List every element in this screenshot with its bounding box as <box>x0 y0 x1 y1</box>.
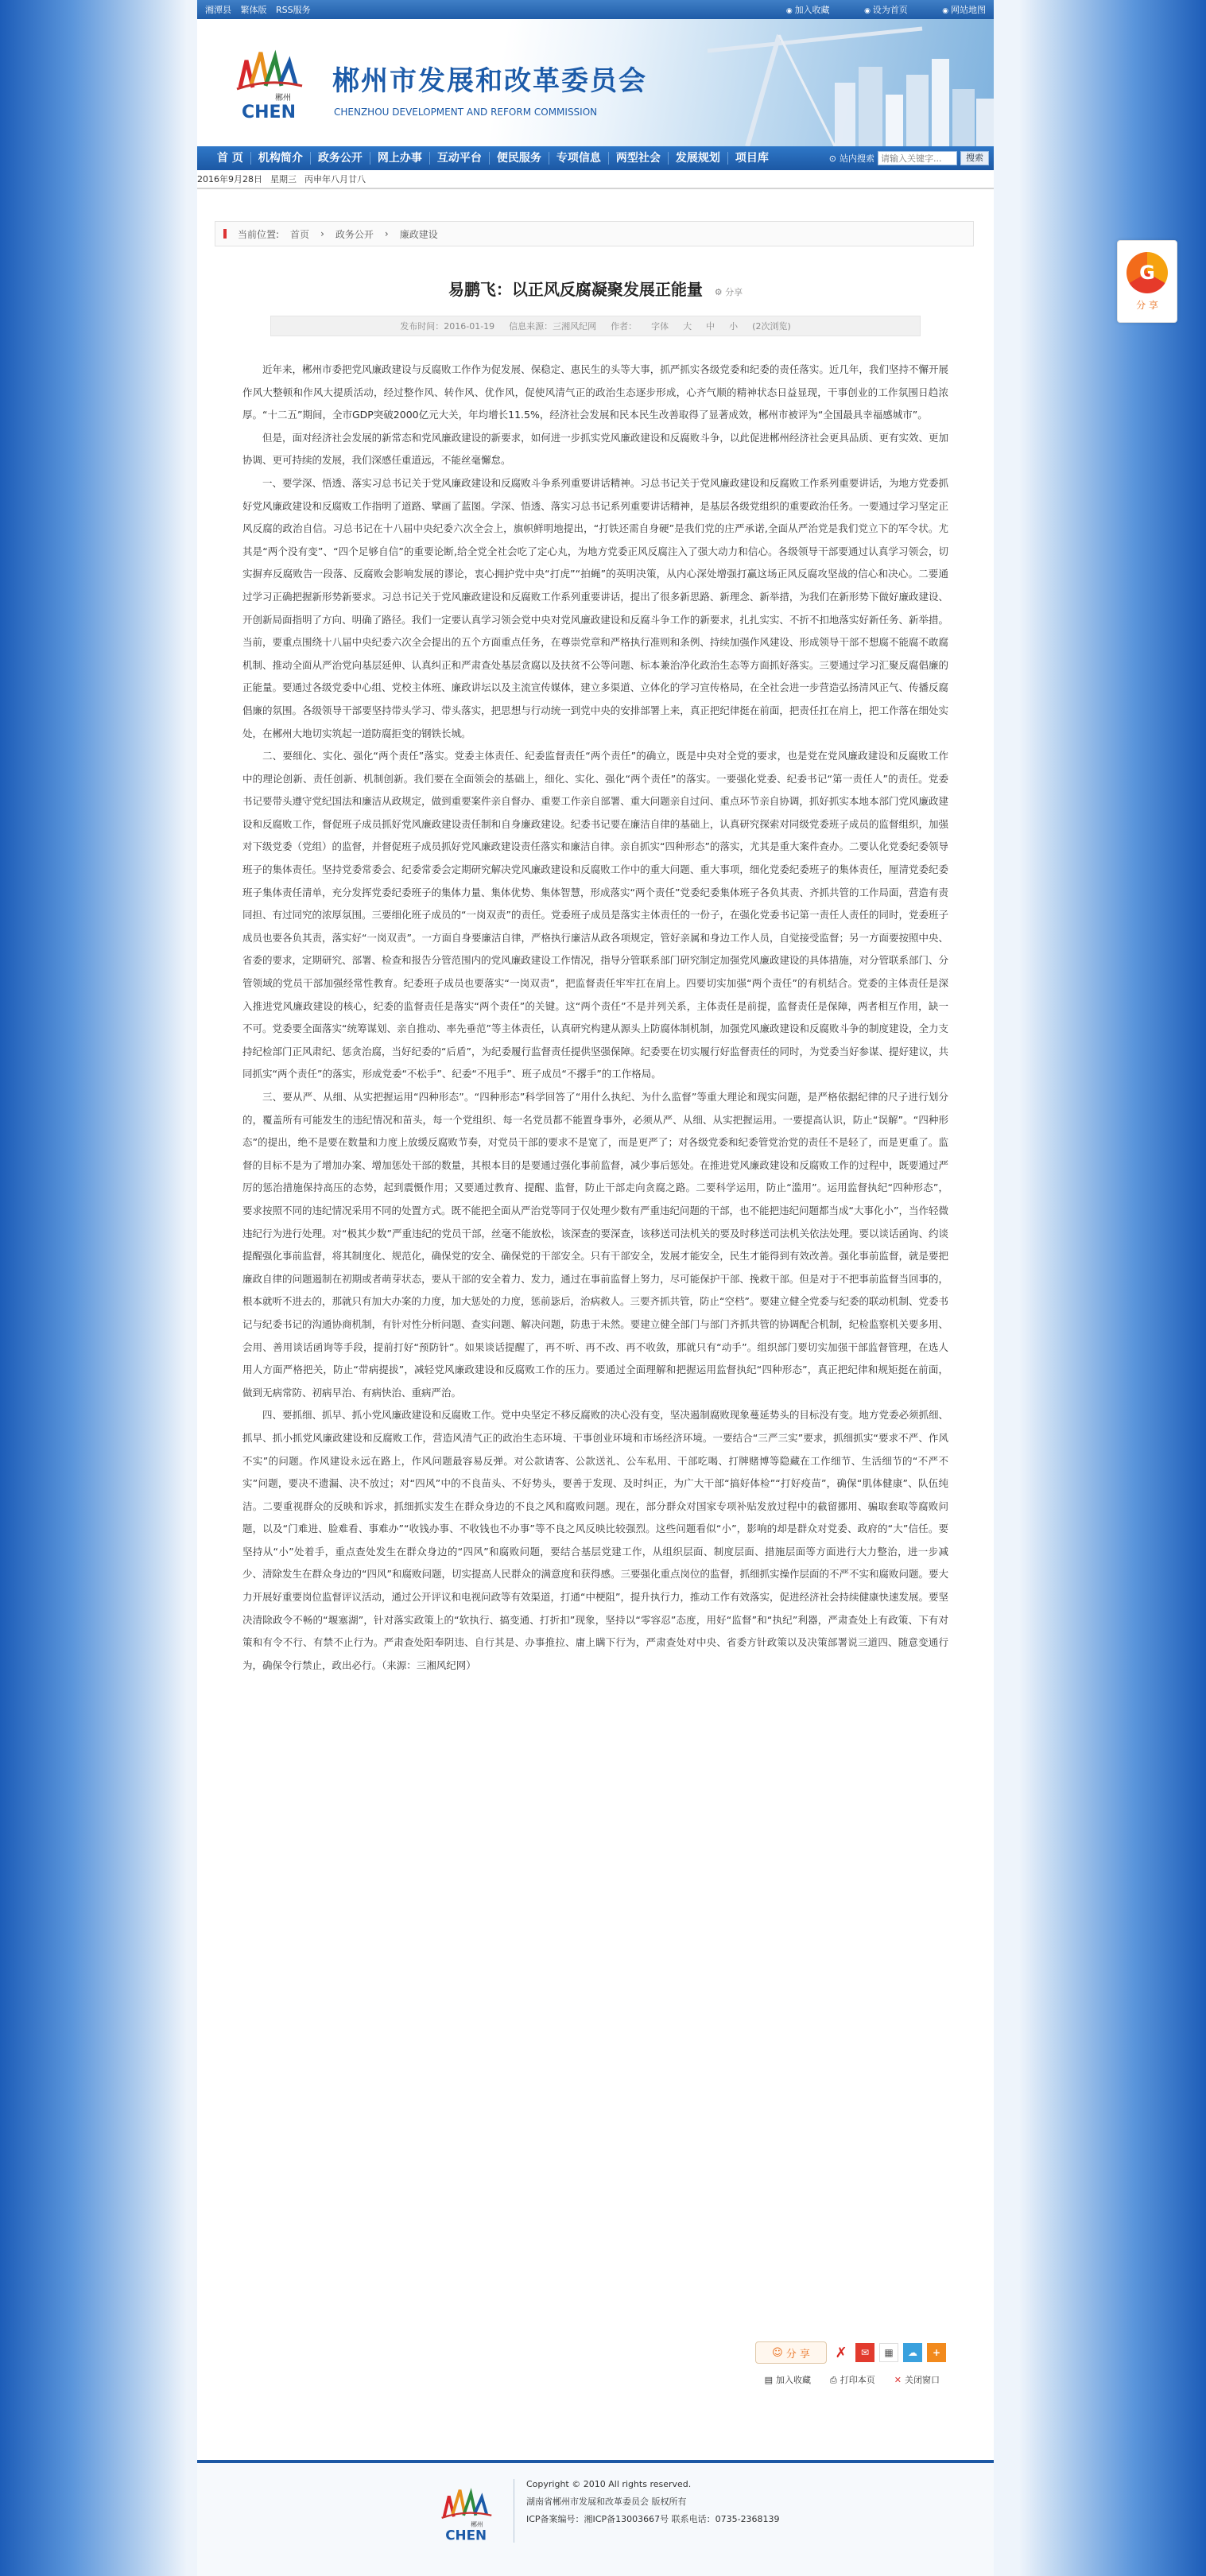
floating-share-widget[interactable] <box>1117 240 1177 323</box>
title-share-label: 分享 <box>725 287 743 297</box>
article-paragraph: 但是，面对经济社会发展的新常态和党风廉政建设的新要求，如何进一步抓实党风廉政建设和反腐败斗争，以此促进郴州经济社会更具品质、更有实效、更加协调、更可持续的发展，我们深感任重道远，不能丝毫懈怠。 <box>242 431 948 467</box>
svg-text:郴州: 郴州 <box>471 2520 483 2528</box>
breadcrumb-home[interactable]: 首页 <box>290 228 310 240</box>
breadcrumb <box>215 221 974 246</box>
breadcrumb-marker <box>223 229 227 239</box>
city-skyline-illustration <box>660 19 994 146</box>
sina-icon[interactable]: ✉ <box>855 2343 874 2362</box>
date-bar <box>197 170 994 189</box>
svg-text:CHEN: CHEN <box>445 2527 487 2543</box>
nav-about[interactable]: 机构简介 <box>251 152 311 165</box>
page-container <box>197 0 994 2576</box>
breadcrumb-prefix: 当前位置: <box>238 228 280 240</box>
search-icon: ⊙ <box>828 153 836 164</box>
title-share-button[interactable]: ⚙ 分享 <box>714 287 743 297</box>
article-title-row <box>197 277 994 300</box>
svg-text:CHEN: CHEN <box>242 103 296 122</box>
article-paragraph: 四、要抓细、抓早、抓小党风廉政建设和反腐败工作。党中央坚定不移反腐败的决心没有变，坚决遏制腐败现象蔓延势头的目标没有变。地方党委必须抓细、抓早、抓小抓党风廉政建设和反腐败工作，营造风清气正的政治生态环境、干事创业环境和市场经济环境。一要结合“三严三实”要求，抓细抓实“要求不严、作风不实”的问题。作风建设永远在路上，作风问题最容易反弹。对公款请客、公款送礼、公车私用、干部吃喝、打牌赌博等隐藏在工作细节、生活细节的“不严不实”问题，要决不遗漏、决不放过；对“四风”中的不良苗头、不好势头，要善于发现、及时纠正，为广大干部“搞好体检”“打好疫苗”，确保“肌体健康”、队伍纯洁。二要重视群众的反映和诉求，抓细抓实发生在群众身边的不良之风和腐败问题。现在，部分群众对国家专项补贴发放过程中的截留挪用、骗取套取等腐败问题，以及“门难进、脸难看、事难办”“收钱办事、不收钱也不办事”等不良之风反映比较强烈。这些问题看似“小”，影响的却是群众对党委、政府的“大”信任。要坚持从“小”处着手，重点查处发生在群众身边的“四风”和腐败问题，要结合基层党建工作，从组织层面、制度层面、措施层面等方面进行大力整治，进一步减少、清除发生在群众身边的“四风”和腐败问题，切实提高人民群众的满意度和获得感。三要强化重点岗位的监督，抓细抓实操作层面的不严不实和腐败问题。要大力开展好重要岗位监督评议活动，通过公开评议和电视问政等有效渠道，打通“中梗阻”，提升执行力，推动工作有效落实，促进经济社会持续健康快速发展。要坚决清除政令不畅的“堰塞湖”，针对落实政策上的“软执行、搞变通、打折扣”现象，坚持以“零容忍”态度，用好“监督”和“执纪”利器，严肃查处上有政策、下有对策和有令不行、有禁不止行为。严肃查处阳奉阴违、自行其是、办事推拉、庸上瞒下行为，严肃查处对中央、省委方针政策以及决策部署说三道四、随意变通行为，确保令行禁止，政出必行。（来源：三湘风纪网） <box>242 1409 948 1671</box>
footer-chen-logo-icon <box>436 2479 502 2546</box>
nav-two-oriented-society[interactable]: 两型社会 <box>609 152 669 165</box>
font-size-label: 字体 <box>651 321 669 332</box>
publish-date: 发布时间：2016-01-19 <box>400 321 495 332</box>
link-rss[interactable]: RSS服务 <box>276 5 311 15</box>
breadcrumb-current[interactable]: 廉政建设 <box>399 228 438 240</box>
print-tool[interactable] <box>830 2373 875 2386</box>
chen-logo-icon[interactable] <box>229 38 316 126</box>
print-icon: ⎙ <box>829 2375 837 2385</box>
page-tools <box>765 2373 940 2386</box>
weibo-icon[interactable]: ✗ <box>832 2343 851 2362</box>
site-title-en: CHENZHOU DEVELOPMENT AND REFORM COMMISSION <box>334 107 598 118</box>
icp-record: ICP备案编号：湘ICP备13003667号 联系电话：0735-2368139 <box>526 2514 780 2524</box>
info-source: 信息来源：三湘风纪网 <box>509 321 597 332</box>
author: 作者： <box>611 321 638 332</box>
search-input[interactable] <box>878 151 957 165</box>
breadcrumb-separator: › <box>384 228 389 239</box>
font-size-medium[interactable]: 中 <box>706 321 715 332</box>
nav-special-info[interactable]: 专项信息 <box>549 152 609 165</box>
tencent-icon[interactable]: ▦ <box>879 2343 898 2362</box>
nav-development-planning[interactable]: 发展规划 <box>669 152 728 165</box>
svg-text:郴州: 郴州 <box>275 94 291 103</box>
site-search <box>829 151 994 165</box>
current-date: 2016年9月28日 <box>197 174 262 184</box>
share-toolbar <box>755 2341 946 2364</box>
article-title: 易鹏飞：以正风反腐凝聚发展正能量 <box>448 280 703 299</box>
folder-icon: ▤ <box>764 2375 773 2385</box>
font-size-large[interactable]: 大 <box>683 321 692 332</box>
view-count: (2次浏览) <box>752 321 791 332</box>
top-link-bar <box>197 0 994 19</box>
link-traditional[interactable]: 繁体版 <box>240 5 267 15</box>
breadcrumb-separator: › <box>320 228 324 239</box>
article-body <box>242 359 948 1677</box>
nav-home[interactable]: 首 页 <box>210 152 251 165</box>
article-paragraph: 一、要学深、悟透、落实习总书记关于党风廉政建设和反腐败斗争系列重要讲话精神。习总书记关于党风廉政建设和反腐败工作系列重要讲话，为地方党委抓好党风廉政建设和反腐败工作指明了道路、擘画了蓝图。学深、悟透、落实习总书记系列重要讲话精神，是基层各级党组织的重要政治任务。一要通过学习坚定正风反腐的政治自信。习总书记在十八届中央纪委六次全会上，旗帜鲜明地提出，“打铁还需自身硬”是我们党的庄严承诺,全面从严治党是我们党立下的军令状。尤其是“两个没有变”、“四个足够自信”的重要论断,给全党全社会吃了定心丸，为地方党委正风反腐注入了强大动力和信心。各级领导干部要通过认真学习领会，切实摒弃反腐败告一段落、反腐败会影响发展的谬论，衷心拥护党中央“打虎”“拍蝇”的英明决策，从内心深处增强打赢这场正风反腐攻坚战的信心和决心。二要通过学习正确把握新形势新要求。习总书记关于党风廉政建设和反腐败工作系列重要讲话，提出了很多新思路、新理念、新举措，为我们在新形势下做好廉政建设、开创新局面指明了方向、明确了路径。我们一定要认真学习领会党中央对党风廉政建设和反腐斗争工作的新要求，扎扎实实、不折不扣地落实好新任务、新举措。当前，要重点围绕十八届中央纪委六次全会提出的五个方面重点任务，在尊崇党章和严格执行准则和条例、持续加强作风建设、形成领导干部不想腐不能腐不敢腐机制、推动全面从严治党向基层延伸、认真纠正和严肃查处基层贪腐以及扶贫不公等问题、标本兼治净化政治生态等方面抓好落实。三要通过学习汇聚反腐倡廉的正能量。要通过各级党委中心组、党校主体班、廉政讲坛以及主流宣传媒体，建立多渠道、立体化的学习宣传格局，在全社会进一步营造弘扬清风正气、传播反腐倡廉的氛围。各级领导干部要坚持带头学习、带头落实，把思想与行动统一到党中央的安排部署上来，真正把纪律挺在前面，把责任扛在肩上，把工作落在细处实处，在郴州大地切实筑起一道防腐拒变的钢铁长城。 <box>242 476 948 739</box>
article-meta <box>270 316 921 336</box>
site-banner <box>197 19 994 146</box>
nav-gov-affairs[interactable]: 政务公开 <box>311 152 370 165</box>
copyright-owner: 湖南省郴州市发展和改革委员会 版权所有 <box>526 2496 687 2507</box>
search-button[interactable]: 搜索 <box>960 151 989 165</box>
link-add-favorite[interactable]: ◉ 加入收藏 <box>786 5 830 15</box>
site-footer <box>197 2463 994 2576</box>
article-paragraph: 二、要细化、实化、强化“两个责任”落实。党委主体责任、纪委监督责任“两个责任”的确立，既是中央对全党的要求，也是党在党风廉政建设和反腐败工作中的理论创新、责任创新、机制创新。我们要在全面领会的基础上，细化、实化、强化“两个责任”的落实。一要强化党委、纪委书记“第一责任人”的责任。党委书记要带头遵守党纪国法和廉洁从政规定，做到重要案件亲自督办、重要工作亲自部署、重大问题亲自过问、重点环节亲自协调，抓好抓实本地本部门党风廉政建设和反腐败工作，督促班子成员抓好党风廉政建设责任制和自身廉政建设。纪委书记要在廉洁自律的基础上，认真研究探索对同级党委班子成员的监督组织，加强对下级党委（党组）的监督，并督促班子成员抓好党风廉政建设责任落实和廉洁自律。亲自抓实“四种形态”的落实，尤其是重大案件查办。二要认化党委纪委领导班子的集体责任。坚持党委常委会、纪委常委会定期研究解决党风廉政建设和反腐败工作中的重大问题、重大事项，细化党委纪委班子的集体责任，厘清党委纪委班子集体责任清单，充分发挥党委纪委班子的集体力量、集体优势、集体智慧，形成落实“两个责任”党委纪委集体班子各负其责、齐抓共管的工作局面，营造有责同担、有过同究的浓厚氛围。三要细化班子成员的“一岗双责”的责任。党委班子成员是落实主体责任的一份子，在强化党委书记第一责任人责任的同时，党委班子成员也要各负其责，落实好“一岗双责”。一方面自身要廉洁自律，严格执行廉洁从政各项规定，管好亲属和身边工作人员，自觉接受监督；另一方面要按照中央、省委的要求，定期研究、部署、检查和报告分管范围内的党风廉政建设工作情况，指导分管联系部门研究制定加强党风廉政建设的具体措施，对分管联系部门、分管领域的党员干部加强经常性教育。纪委班子成员也要落实“一岗双责”，把监督责任牢牢扛在肩上。四要切实加强“两个责任”的有机结合。党委的主体责任是深入推进党风廉政建设的核心，纪委的监督责任是落实“两个责任”的关键。这“两个责任”不是并列关系，主体责任是前提，监督责任是保障，两者相互作用，缺一不可。党委要全面落实“统筹谋划、亲自推动、率先垂范”等主体责任，认真研究构建从源头上防腐体制机制，加强党风廉政建设和反腐败斗争的制度建设，全力支持纪检部门正风肃纪、惩贪治腐，当好纪委的“后盾”，为纪委履行监督责任提供坚强保障。纪委要在切实履行好监督责任的同时，为党委当好参谋、提好建议，共同抓实“两个责任”的落实，形成党委“不松手”、纪委“不甩手”、班子成员“不撂手”的工作格局。 <box>242 750 948 1080</box>
site-title: 郴州市发展和改革委员会 <box>332 65 647 97</box>
nav-project-library[interactable]: 项目库 <box>735 152 769 165</box>
lunar-date: 丙申年八月廿八 <box>304 174 366 184</box>
share-logo-icon: G <box>1127 252 1168 293</box>
more-share-icon[interactable]: + <box>927 2343 946 2362</box>
share-button[interactable] <box>755 2341 827 2364</box>
close-window-label: 关闭窗口 <box>905 2375 940 2385</box>
article-paragraph: 近年来，郴州市委把党风廉政建设与反腐败工作作为促发展、保稳定、惠民生的头等大事，抓严抓实各级党委和纪委的责任落实。近几年，我们坚持不懈开展作风大整顿和作风大提质活动，经过整作风、转作风、优作风，促使风清气正的政治生态逐步形成，心齐气顺的精神状态日益显现，干事创业的工作氛围日趋浓厚。“十二五”期间，全市GDP突破2000亿元大关，年均增长11.5%，经济社会发展和民本民生改善取得了显著成效，郴州市被评为“全国最具幸福感城市”。 <box>242 363 948 421</box>
copyright: Copyright © 2010 All rights reserved. <box>526 2479 692 2489</box>
share-label: 分 享 <box>785 2348 810 2361</box>
nav-interaction[interactable]: 互动平台 <box>430 152 490 165</box>
nav-online-services[interactable]: 网上办事 <box>370 152 430 165</box>
link-set-homepage[interactable]: ◉ 设为首页 <box>864 5 908 15</box>
print-label: 打印本页 <box>840 2375 875 2385</box>
breadcrumb-gov-affairs[interactable]: 政务公开 <box>335 228 374 240</box>
share-icon: ☺ <box>772 2346 786 2359</box>
add-favorite-label: 加入收藏 <box>775 2375 811 2385</box>
footer-text <box>526 2476 780 2528</box>
font-size-small[interactable]: 小 <box>729 321 739 332</box>
link-region[interactable]: 湘潭县 <box>205 5 231 15</box>
floating-share-label: 分 享 <box>1136 299 1158 311</box>
close-icon: ✕ <box>894 2375 902 2385</box>
close-window-tool[interactable] <box>894 2373 940 2386</box>
current-weekday: 星期三 <box>270 174 297 184</box>
article-paragraph: 三、要从严、从细、从实把握运用“四种形态”。“四种形态”科学回答了“用什么执纪、为什么监督”等重大理论和现实问题，是严格依据纪律的尺子进行划分的，覆盖所有可能发生的违纪情况和苗头，每一个党组织、每一名党员都不能置身事外，必须从严、从细、从实把握运用。一要提高认识，防止“误解”。“四种形态”的提出，绝不是要在数量和力度上放缓反腐败节奏，对党员干部的要求不是宽了，而是更严了；对各级党委和纪委管党治党的责任不是轻了，而是更重了。监督的目标不是为了增加办案、增加惩处干部的数量，其根本目的是要通过强化事前监督，减少事后惩处。在推进党风廉政建设和反腐败工作的过程中，既要通过严厉的惩治措施保持高压的态势，起到震慑作用；又要通过教育、提醒、监督，防止干部走向贪腐之路。二要科学运用，防止“滥用”。运用监督执纪“四种形态”，要求按照不同的违纪情况采用不同的处置方式。既不能把全面从严治党等同于仅处理少数有严重违纪问题的干部，也不能把违纪问题都当成“大事化小”，当作轻微违纪行为进行处理。对“极其少数”严重违纪的党员干部，丝毫不能放松，该深查的要深查，该移送司法机关的要及时移送司法机关依法处理。要以谈话函询、约谈提醒强化事前监督，将其制度化、规范化，确保党的安全、确保党的干部安全。只有干部安全，发展才能安全，民生才能得到有效改善。强化事前监督，就是要把廉政自律的问题遏制在初期或者萌芽状态，要从干部的安全着力、发力，通过在事前监督上努力，尽可能保护干部、挽救干部。但是对于不把事前监督当回事的，根本就听不进去的，那就只有加大办案的力度，加大惩处的力度，惩前毖后，治病救人。三要齐抓共管，防止“空档”。要建立健全党委与纪委的联动机制、党委书记与纪委书记的沟通协商机制，有针对性分析问题、查实问题、解决问题，防患于未然。要建立健全部门与部门齐抓共管的协调配合机制，纪检监察机关要多用、会用、善用谈话函询等手段，提前打好“预防针”。如果谈话提醒了，再不听、再不改、再不收敛，那就只有“动手”。组织部门要切实加强干部监督管理，在选人用人方面严格把关，防止“带病提拔”，减轻党风廉政建设和反腐败工作的压力。要通过全面理解和把握运用监督执纪“四种形态”，真正把纪律和规矩挺在前面，做到无病常防、初病早治、有病快治、重病严治。 <box>242 1091 948 1399</box>
top-left-links <box>205 3 317 16</box>
nav-public-services[interactable]: 便民服务 <box>490 152 549 165</box>
link-sitemap[interactable]: ◉ 网站地图 <box>942 5 986 15</box>
qzone-icon[interactable]: ☁ <box>903 2343 922 2362</box>
search-label: 站内搜索 <box>840 153 874 164</box>
main-nav <box>197 146 994 170</box>
top-right-links <box>754 3 986 16</box>
add-favorite-tool[interactable] <box>765 2373 811 2386</box>
